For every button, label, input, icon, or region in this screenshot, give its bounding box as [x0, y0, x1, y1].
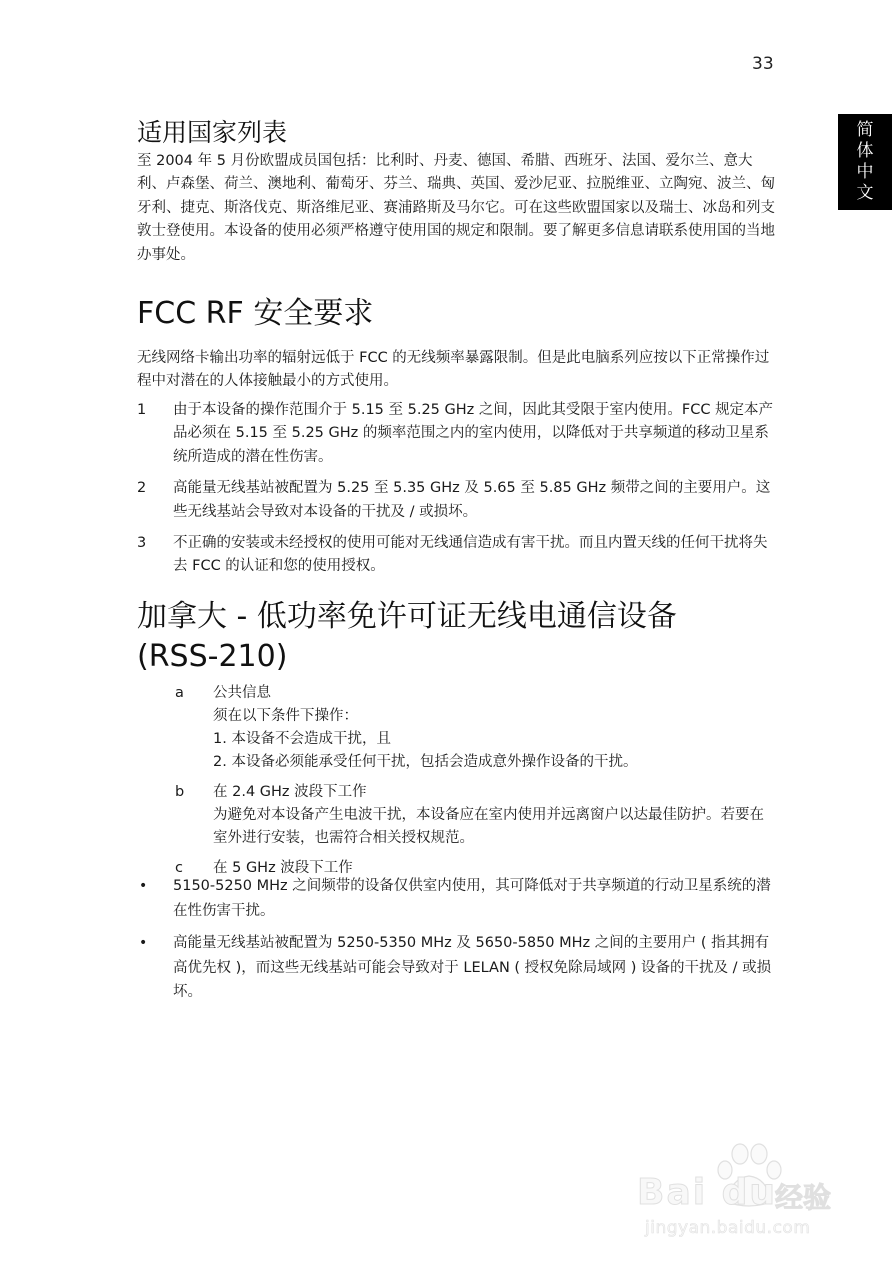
list-item-line: 1. 本设备不会造成干扰，且: [213, 731, 391, 747]
list-item-line: 2. 本设备必须能承受任何干扰，包括会造成意外操作设备的干扰。: [213, 754, 638, 770]
bullet-icon: •: [139, 878, 148, 894]
watermark-url: jingyan.baidu.com: [645, 1218, 811, 1238]
list-number: 2: [137, 480, 147, 497]
language-tab: [838, 114, 892, 210]
fcc-intro-paragraph: 无线网络卡输出功率的辐射远低于 FCC 的无线频率暴露限制。但是此电脑系列应按以下正常操作过程中对潜在的人体接触最小的方式使用。: [137, 350, 770, 390]
language-tab-char: 体: [856, 141, 874, 161]
canada-sub-list: [175, 682, 775, 887]
list-item: [137, 874, 777, 923]
heading-country-list: 适用国家列表: [137, 118, 288, 147]
list-item-line: 公共信息: [213, 685, 271, 701]
country-list-paragraph: 至 2004 年 5 月份欧盟成员国包括：比利时、丹麦、德国、希腊、西班牙、法国、爱尔兰、意大利、卢森堡、荷兰、澳地利、葡萄牙、芬兰、瑞典、英国、爱沙尼亚、拉脱维亚、立陶宛、波兰、匈牙利、捷克、斯洛伐克、斯洛维尼亚、赛浦路斯及马尔它。可在这些欧盟国家以及瑞士、冰岛和列支敦士登使用。本设备的使用必须严格遵守使用国的规定和限制。要了解更多信息请联系使用国的当地办事处。: [137, 153, 775, 263]
baidu-jingyan-watermark: [635, 1140, 855, 1250]
language-tab-char: 文: [856, 183, 874, 203]
watermark-brand: Bai du: [637, 1172, 778, 1213]
list-item-line: 须在以下条件下操作：: [213, 708, 358, 724]
page-number: 33: [752, 54, 774, 74]
list-letter: c: [175, 860, 183, 876]
list-item-line: 在 5 GHz 波段下工作: [213, 860, 353, 876]
list-number: 1: [137, 402, 147, 418]
list-item: [137, 399, 777, 469]
list-letter: b: [175, 784, 185, 800]
heading-line: 加拿大 - 低功率免许可证无线电通信设备: [137, 599, 677, 634]
heading-fcc-rf-safety: FCC RF 安全要求: [137, 296, 374, 331]
list-item-text: 不正确的安装或未经授权的使用可能对无线通信造成有害干扰。而且内置天线的任何干扰将失去 FCC 的认证和您的使用授权。: [173, 535, 768, 575]
bullet-icon: •: [139, 935, 148, 951]
language-tab-char: 中: [856, 162, 874, 182]
heading-canada-rss210: [137, 597, 677, 677]
language-tab-char: 简: [856, 120, 874, 140]
list-item-text: 5150-5250 MHz 之间频带的设备仅供室内使用，其可降低对于共享频道的行动卫星系统的潜在性伤害干扰。: [173, 878, 771, 919]
list-item-line: 在 2.4 GHz 波段下工作: [213, 784, 367, 800]
list-item-line: 为避免对本设备产生电波干扰，本设备应在室内使用并远离窗户以达最佳防护。若要在室外进行安装，也需符合相关授权规范。: [213, 807, 764, 846]
canada-bullet-list: [137, 874, 777, 1013]
heading-line: (RSS-210): [137, 639, 288, 674]
list-item: [137, 532, 777, 579]
list-item-text: 高能量无线基站被配置为 5.25 至 5.35 GHz 及 5.65 至 5.85 GHz 频带之间的主要用户。这些无线基站会导致对本设备的干扰及 / 或损坏。: [173, 480, 771, 520]
fcc-requirements-list: [137, 399, 777, 587]
list-item: [175, 682, 775, 774]
watermark-brand-cn: 经验: [775, 1181, 832, 1214]
list-item: [137, 477, 777, 524]
list-item-text: 高能量无线基站被配置为 5250-5350 MHz 及 5650-5850 MHz 之间的主要用户 ( 指其拥有高优先权 )，而这些无线基站可能会导致对于 LELAN ( 授权免除局域网 ) 设备的干扰及 / 或损坏。: [173, 935, 772, 1000]
list-item: [175, 781, 775, 850]
list-item-text: 由于本设备的操作范围介于 5.15 至 5.25 GHz 之间，因此其受限于室内使用。FCC 规定本产品必须在 5.15 至 5.25 GHz 的频率范围之内的室内使用，以降低对于共享频道的移动卫星系统所造成的潜在性伤害。: [173, 402, 774, 465]
list-item: [137, 931, 777, 1005]
list-number: 3: [137, 535, 147, 552]
list-letter: a: [175, 685, 184, 701]
